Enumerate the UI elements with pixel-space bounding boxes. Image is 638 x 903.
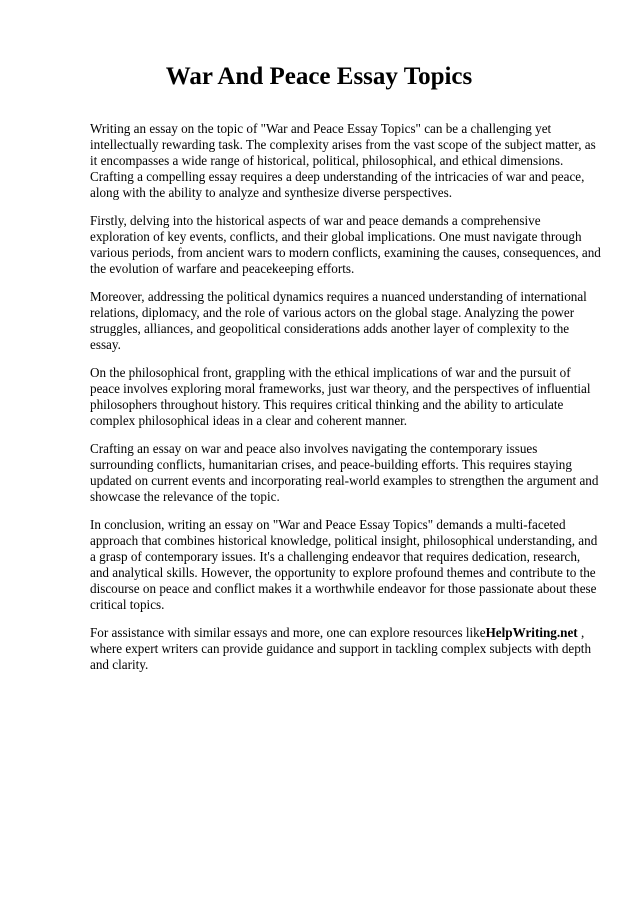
closing-text-before: For assistance with similar essays and more, one can explore resources like bbox=[90, 625, 486, 640]
paragraph-historical: Firstly, delving into the historical aspects of war and peace demands a comprehensive exploration of key events, conflicts, and their global implications. One must navigate through various periods, from ancient wars to modern conflicts, examining the causes, consequences, and the evolution of warfare and peacekeeping efforts. bbox=[90, 213, 601, 276]
brand-name: HelpWriting.net bbox=[485, 625, 578, 640]
document-body bbox=[90, 121, 602, 685]
paragraph-intro: Writing an essay on the topic of "War and Peace Essay Topics" can be a challenging yet intellectually rewarding task. The complexity arises from the vast scope of the subject matter, as it encompasses a wide range of historical, political, philosophical, and ethical dimensions. Crafting a compelling essay requires a deep understanding of the intricacies of war and peace, along with the ability to analyze and synthesize diverse perspectives. bbox=[90, 121, 596, 200]
paragraph-closing bbox=[90, 625, 602, 673]
document-title: War And Peace Essay Topics bbox=[165, 63, 473, 90]
paragraph-philosophical: On the philosophical front, grappling with the ethical implications of war and the pursuit of peace involves exploring moral frameworks, just war theory, and the perspectives of influential philosophers throughout history. This requires critical thinking and the ability to articulate complex philosophical ideas in a clear and coherent manner. bbox=[90, 365, 591, 428]
paragraph-contemporary: Crafting an essay on war and peace also involves navigating the contemporary issues surrounding conflicts, humanitarian crises, and peace-building efforts. This requires staying updated on current events and incorporating real-world examples to strengthen the argument and showcase the relevance of the topic. bbox=[90, 441, 599, 504]
paragraph-political: Moreover, addressing the political dynamics requires a nuanced understanding of international relations, diplomacy, and the role of various actors on the global stage. Analyzing the power struggles, alliances, and geopolitical considerations adds another layer of complexity to the essay. bbox=[90, 289, 587, 352]
closing-text-after: , where expert writers can provide guidance and support in tackling complex subjects with depth and clarity. bbox=[90, 625, 592, 672]
paragraph-conclusion: In conclusion, writing an essay on "War and Peace Essay Topics" demands a multi-faceted approach that combines historical knowledge, political insight, philosophical understanding, and a grasp of contemporary issues. It's a challenging endeavor that requires dedication, research, and analytical skills. However, the opportunity to explore profound themes and contribute to the discourse on peace and conflict makes it a worthwhile endeavor for those passionate about these critical topics. bbox=[90, 517, 598, 612]
